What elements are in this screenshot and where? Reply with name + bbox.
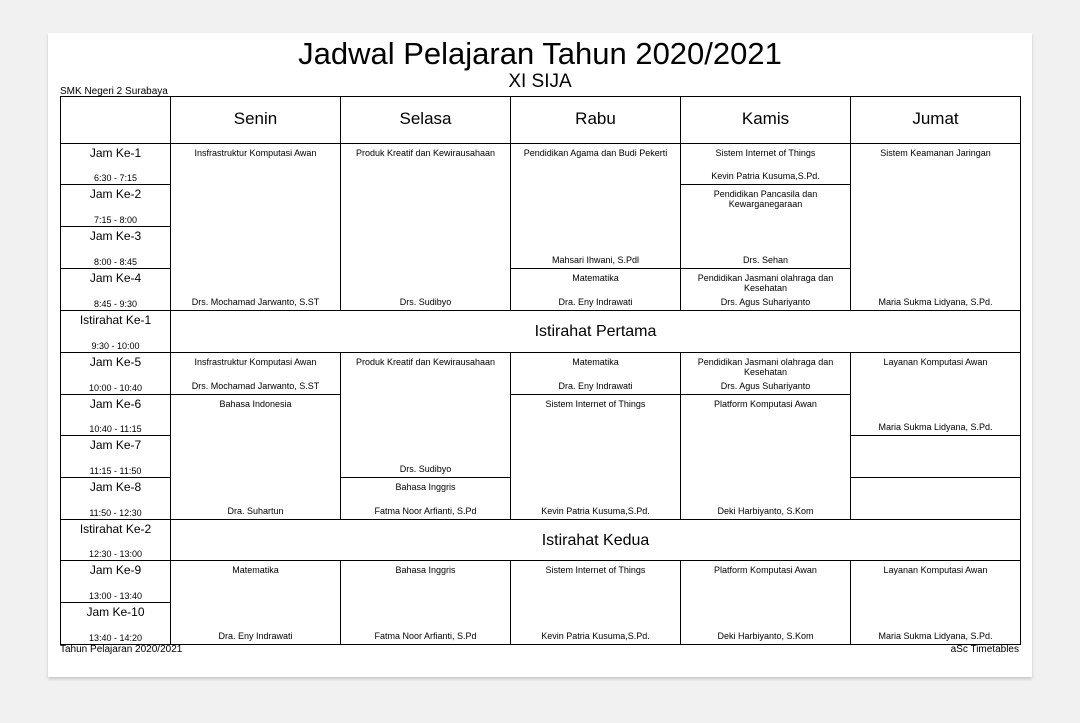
school-name: SMK Negeri 2 Surabaya <box>60 86 168 97</box>
lesson-teacher: Dra. Eny Indrawati <box>558 297 633 307</box>
lesson-teacher: Fatma Noor Arfianti, S.Pd <box>374 506 477 516</box>
period-cell <box>60 394 171 436</box>
period-cell <box>60 310 171 353</box>
period-cell <box>60 184 171 227</box>
lesson-subject: Matematika <box>572 357 619 367</box>
period-time: 11:50 - 12:30 <box>89 508 142 518</box>
period-time: 12:30 - 13:00 <box>88 549 143 559</box>
lesson-subject: Sistem Internet of Things <box>715 148 816 158</box>
timetable-page <box>48 33 1032 677</box>
lesson-subject: Pendidikan Jasmani olahraga dan Kesehatan <box>697 273 834 293</box>
lesson-subject: Sistem Internet of Things <box>545 565 646 575</box>
lesson-teacher: Drs. Mochamad Jarwanto, S.ST <box>191 381 320 391</box>
lesson-cell[interactable] <box>680 352 851 395</box>
period-time: 9:30 - 10:00 <box>91 341 140 351</box>
lesson-cell[interactable] <box>680 268 851 311</box>
period-label: Istirahat Ke-1 <box>79 313 152 327</box>
day-header: Selasa <box>340 96 511 144</box>
lesson-cell[interactable] <box>340 352 511 478</box>
page-title: Jadwal Pelajaran Tahun 2020/2021 <box>298 36 782 71</box>
lesson-cell[interactable] <box>850 435 1021 478</box>
period-label: Jam Ke-7 <box>89 438 142 452</box>
period-time: 11:15 - 11:50 <box>89 466 142 476</box>
lesson-subject: Insfrastruktur Komputasi Awan <box>194 357 317 367</box>
period-label: Jam Ke-10 <box>86 605 145 619</box>
lesson-subject: Layanan Komputasi Awan <box>883 357 988 367</box>
lesson-subject: Sistem Internet of Things <box>545 399 646 409</box>
lesson-cell[interactable] <box>510 268 681 311</box>
period-cell <box>60 352 171 395</box>
period-time: 13:40 - 14:20 <box>88 633 143 643</box>
period-cell <box>60 143 171 185</box>
lesson-teacher: Kevin Patria Kusuma,S.Pd. <box>711 171 820 181</box>
period-label: Jam Ke-9 <box>89 563 142 577</box>
lesson-cell[interactable] <box>850 560 1021 645</box>
lesson-subject: Pendidikan Jasmani olahraga dan Kesehatan <box>697 357 834 377</box>
period-label: Jam Ke-1 <box>89 146 142 160</box>
period-label: Jam Ke-8 <box>89 480 142 494</box>
lesson-teacher: Kevin Patria Kusuma,S.Pd. <box>541 631 650 641</box>
footer-school-year: Tahun Pelajaran 2020/2021 <box>60 644 183 655</box>
period-label: Jam Ke-5 <box>89 355 142 369</box>
break-row: Istirahat Pertama <box>170 310 1021 353</box>
lesson-subject: Sistem Keamanan Jaringan <box>880 148 991 158</box>
lesson-cell[interactable] <box>680 560 851 645</box>
lesson-teacher: Maria Sukma Lidyana, S.Pd. <box>878 297 993 307</box>
class-name: XI SIJA <box>508 71 572 92</box>
break-row: Istirahat Kedua <box>170 519 1021 561</box>
day-header: Rabu <box>510 96 681 144</box>
lesson-teacher: Maria Sukma Lidyana, S.Pd. <box>878 422 993 432</box>
lesson-cell[interactable] <box>510 394 681 520</box>
lesson-subject: Matematika <box>572 273 619 283</box>
period-time: 8:00 - 8:45 <box>93 257 138 267</box>
lesson-cell[interactable] <box>680 143 851 185</box>
lesson-cell[interactable] <box>340 143 511 311</box>
lesson-teacher: Dra. Eny Indrawati <box>218 631 293 641</box>
lesson-cell[interactable] <box>170 143 341 311</box>
lesson-subject: Bahasa Indonesia <box>219 399 292 409</box>
lesson-teacher: Deki Harbiyanto, S.Kom <box>717 631 814 641</box>
lesson-teacher: Drs. Agus Suhariyanto <box>720 297 811 307</box>
period-label: Jam Ke-6 <box>89 397 142 411</box>
corner-cell <box>60 96 171 144</box>
period-time: 7:15 - 8:00 <box>93 215 138 225</box>
lesson-cell[interactable] <box>850 477 1021 520</box>
period-cell <box>60 226 171 269</box>
period-cell <box>60 560 171 603</box>
lesson-teacher: Fatma Noor Arfianti, S.Pd <box>374 631 477 641</box>
lesson-teacher: Dra. Suhartun <box>227 506 284 516</box>
lesson-subject: Layanan Komputasi Awan <box>883 565 988 575</box>
lesson-subject: Bahasa Inggris <box>395 482 456 492</box>
lesson-subject: Produk Kreatif dan Kewirausahaan <box>355 148 496 158</box>
lesson-subject: Insfrastruktur Komputasi Awan <box>194 148 317 158</box>
lesson-teacher: Drs. Sudibyo <box>399 297 452 307</box>
lesson-cell[interactable] <box>510 143 681 269</box>
lesson-subject: Bahasa Inggris <box>395 565 456 575</box>
timetable-grid <box>48 33 1032 677</box>
period-label: Istirahat Ke-2 <box>79 522 152 536</box>
period-label: Jam Ke-3 <box>89 229 142 243</box>
footer-generator: aSc Timetables <box>950 644 1019 655</box>
lesson-cell[interactable] <box>510 560 681 645</box>
period-time: 10:00 - 10:40 <box>88 383 143 393</box>
lesson-subject: Matematika <box>232 565 279 575</box>
period-cell <box>60 435 171 478</box>
lesson-teacher: Deki Harbiyanto, S.Kom <box>717 506 814 516</box>
lesson-cell[interactable] <box>850 143 1021 311</box>
lesson-teacher: Mahsari Ihwani, S.Pdl <box>551 255 640 265</box>
lesson-cell[interactable] <box>510 352 681 395</box>
lesson-cell[interactable] <box>340 560 511 645</box>
lesson-teacher: Kevin Patria Kusuma,S.Pd. <box>541 506 650 516</box>
lesson-subject: Platform Komputasi Awan <box>714 565 817 575</box>
day-header: Senin <box>170 96 341 144</box>
period-cell <box>60 519 171 561</box>
lesson-teacher: Drs. Agus Suhariyanto <box>720 381 811 391</box>
period-time: 6:30 - 7:15 <box>93 173 138 183</box>
lesson-cell[interactable] <box>170 394 341 520</box>
lesson-cell[interactable] <box>680 184 851 269</box>
day-header: Kamis <box>680 96 851 144</box>
lesson-subject: Pendidikan Pancasila dan Kewarganegaraan <box>713 189 818 209</box>
period-time: 10:40 - 11:15 <box>89 424 142 434</box>
lesson-teacher: Maria Sukma Lidyana, S.Pd. <box>878 631 993 641</box>
lesson-subject: Platform Komputasi Awan <box>714 399 817 409</box>
lesson-teacher: Drs. Sehan <box>742 255 789 265</box>
period-cell <box>60 268 171 311</box>
day-header: Jumat <box>850 96 1021 144</box>
period-cell <box>60 602 171 645</box>
lesson-subject: Pendidikan Agama dan Budi Pekerti <box>523 148 668 158</box>
period-label: Jam Ke-2 <box>89 187 142 201</box>
lesson-teacher: Drs. Sudibyo <box>399 464 452 474</box>
period-time: 8:45 - 9:30 <box>93 299 138 309</box>
period-cell <box>60 477 171 520</box>
lesson-cell[interactable] <box>170 352 341 395</box>
lesson-cell[interactable] <box>680 394 851 520</box>
lesson-cell[interactable] <box>850 352 1021 436</box>
period-time: 13:00 - 13:40 <box>88 591 143 601</box>
lesson-cell[interactable] <box>170 560 341 645</box>
period-label: Jam Ke-4 <box>89 271 142 285</box>
lesson-teacher: Dra. Eny Indrawati <box>558 381 633 391</box>
lesson-teacher: Drs. Mochamad Jarwanto, S.ST <box>191 297 320 307</box>
lesson-subject: Produk Kreatif dan Kewirausahaan <box>355 357 496 367</box>
lesson-cell[interactable] <box>340 477 511 520</box>
